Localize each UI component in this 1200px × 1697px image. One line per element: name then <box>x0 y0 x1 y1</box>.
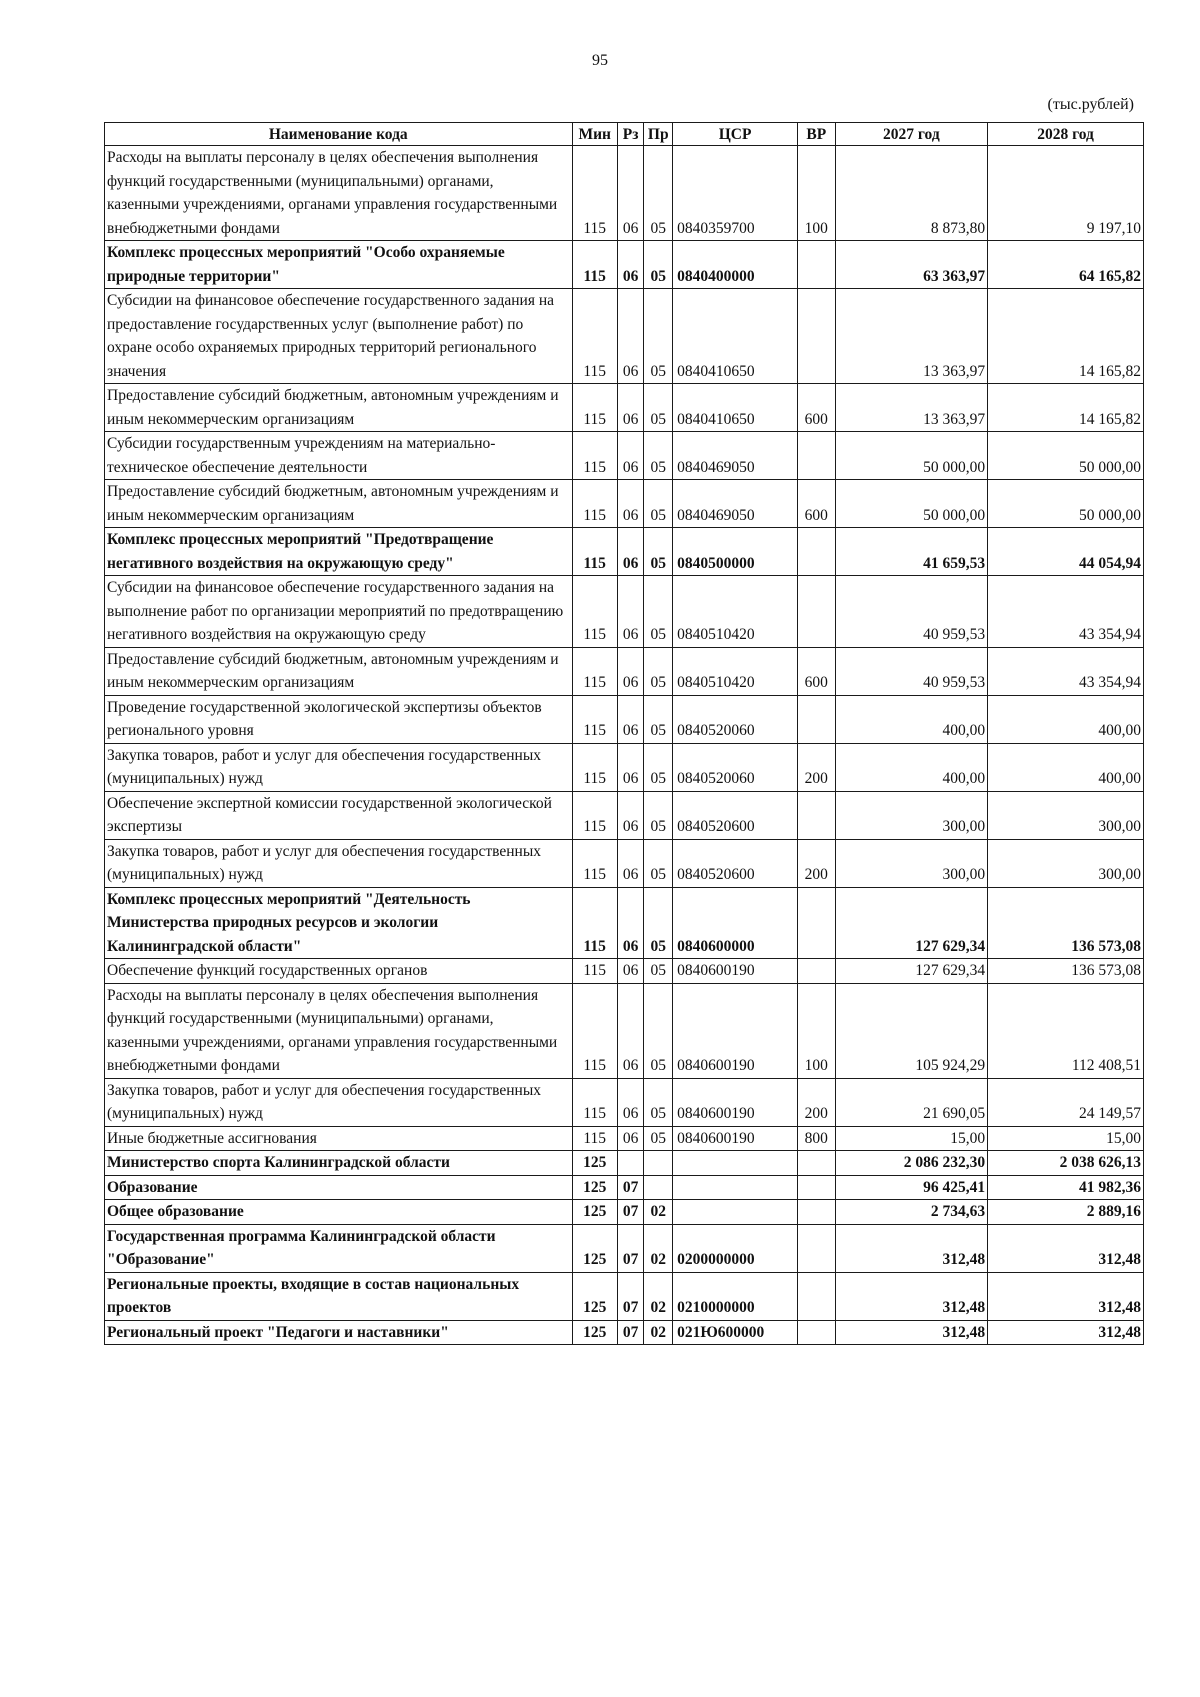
cell-2027: 2 734,63 <box>835 1200 988 1225</box>
cell-vr <box>798 959 836 984</box>
cell-name: Предоставление субсидий бюджетным, автономным учреждениям и иным некоммерческим организациям <box>105 384 573 432</box>
cell-2028: 2 889,16 <box>988 1200 1144 1225</box>
cell-min: 115 <box>572 528 617 576</box>
cell-pr: 05 <box>644 146 673 241</box>
table-row <box>105 146 1144 241</box>
cell-rz: 06 <box>617 146 644 241</box>
cell-name: Проведение государственной экологической экспертизы объектов регионального уровня <box>105 695 573 743</box>
cell-2027: 96 425,41 <box>835 1175 988 1200</box>
cell-vr: 600 <box>798 480 836 528</box>
cell-2028: 312,48 <box>988 1320 1144 1345</box>
cell-rz <box>617 1151 644 1176</box>
cell-csr: 0840600190 <box>673 959 798 984</box>
table-row <box>105 528 1144 576</box>
cell-2028: 2 038 626,13 <box>988 1151 1144 1176</box>
cell-vr: 200 <box>798 839 836 887</box>
cell-2028: 9 197,10 <box>988 146 1144 241</box>
cell-pr: 05 <box>644 839 673 887</box>
cell-min: 115 <box>572 1078 617 1126</box>
cell-pr <box>644 1175 673 1200</box>
cell-csr: 0840520600 <box>673 839 798 887</box>
cell-csr: 021Ю600000 <box>673 1320 798 1345</box>
cell-min: 115 <box>572 839 617 887</box>
cell-2028: 43 354,94 <box>988 647 1144 695</box>
cell-2028: 312,48 <box>988 1224 1144 1272</box>
cell-2027: 50 000,00 <box>835 432 988 480</box>
cell-rz: 06 <box>617 528 644 576</box>
cell-2027: 105 924,29 <box>835 983 988 1078</box>
table-row <box>105 1200 1144 1225</box>
cell-min: 115 <box>572 432 617 480</box>
cell-name: Региональный проект "Педагоги и наставники" <box>105 1320 573 1345</box>
cell-csr: 0840600190 <box>673 1126 798 1151</box>
table-row <box>105 1272 1144 1320</box>
cell-2028: 312,48 <box>988 1272 1144 1320</box>
header-vr: ВР <box>798 123 836 146</box>
cell-rz: 06 <box>617 576 644 648</box>
cell-name: Предоставление субсидий бюджетным, автономным учреждениям и иным некоммерческим организациям <box>105 647 573 695</box>
cell-csr: 0840400000 <box>673 241 798 289</box>
cell-pr: 02 <box>644 1272 673 1320</box>
table-row <box>105 647 1144 695</box>
cell-name: Общее образование <box>105 1200 573 1225</box>
budget-table <box>104 122 1144 1345</box>
cell-2028: 24 149,57 <box>988 1078 1144 1126</box>
cell-min: 115 <box>572 576 617 648</box>
cell-vr <box>798 241 836 289</box>
cell-name: Комплекс процессных мероприятий "Особо охраняемые природные территории" <box>105 241 573 289</box>
cell-pr: 05 <box>644 647 673 695</box>
cell-name: Закупка товаров, работ и услуг для обеспечения государственных (муниципальных) нужд <box>105 743 573 791</box>
cell-name: Комплекс процессных мероприятий "Деятельность Министерства природных ресурсов и экологии Калининградской области" <box>105 887 573 959</box>
header-csr: ЦСР <box>673 123 798 146</box>
cell-name: Закупка товаров, работ и услуг для обеспечения государственных (муниципальных) нужд <box>105 839 573 887</box>
cell-rz: 07 <box>617 1320 644 1345</box>
cell-csr <box>673 1175 798 1200</box>
cell-min: 115 <box>572 959 617 984</box>
cell-min: 125 <box>572 1272 617 1320</box>
cell-csr: 0210000000 <box>673 1272 798 1320</box>
cell-rz: 06 <box>617 695 644 743</box>
table-row <box>105 983 1144 1078</box>
cell-min: 115 <box>572 241 617 289</box>
cell-name: Субсидии государственным учреждениям на материально-техническое обеспечение деятельности <box>105 432 573 480</box>
table-row <box>105 1078 1144 1126</box>
table-row <box>105 791 1144 839</box>
header-2027: 2027 год <box>835 123 988 146</box>
table-row <box>105 695 1144 743</box>
cell-name: Субсидии на финансовое обеспечение государственного задания на выполнение работ по организации мероприятий по предотвращению негативного воздействия на окружающую среду <box>105 576 573 648</box>
table-row <box>105 1126 1144 1151</box>
cell-vr <box>798 289 836 384</box>
cell-pr: 05 <box>644 887 673 959</box>
cell-pr: 05 <box>644 959 673 984</box>
cell-rz: 06 <box>617 647 644 695</box>
header-name: Наименование кода <box>105 123 573 146</box>
cell-2027: 40 959,53 <box>835 576 988 648</box>
table-row <box>105 887 1144 959</box>
cell-pr: 05 <box>644 576 673 648</box>
cell-2028: 41 982,36 <box>988 1175 1144 1200</box>
cell-rz: 07 <box>617 1175 644 1200</box>
cell-vr <box>798 432 836 480</box>
cell-name: Расходы на выплаты персоналу в целях обеспечения выполнения функций государственными (муниципальными) органами, казенными учреждениями, органами управления государственными внебюджетными фондами <box>105 983 573 1078</box>
cell-csr: 0840520060 <box>673 695 798 743</box>
cell-rz: 07 <box>617 1200 644 1225</box>
header-rz: Рз <box>617 123 644 146</box>
cell-rz: 07 <box>617 1224 644 1272</box>
cell-pr: 05 <box>644 695 673 743</box>
cell-2027: 40 959,53 <box>835 647 988 695</box>
cell-csr: 0200000000 <box>673 1224 798 1272</box>
cell-pr: 05 <box>644 289 673 384</box>
cell-2028: 64 165,82 <box>988 241 1144 289</box>
cell-csr: 0840410650 <box>673 384 798 432</box>
cell-vr <box>798 576 836 648</box>
cell-vr <box>798 1320 836 1345</box>
cell-rz: 06 <box>617 1126 644 1151</box>
cell-min: 115 <box>572 983 617 1078</box>
page-number: 95 <box>592 52 608 69</box>
cell-rz: 06 <box>617 959 644 984</box>
cell-csr: 0840600190 <box>673 1078 798 1126</box>
cell-2027: 300,00 <box>835 791 988 839</box>
table-row <box>105 241 1144 289</box>
cell-min: 115 <box>572 146 617 241</box>
cell-rz: 06 <box>617 791 644 839</box>
cell-min: 125 <box>572 1200 617 1225</box>
cell-2027: 63 363,97 <box>835 241 988 289</box>
cell-2028: 400,00 <box>988 743 1144 791</box>
cell-csr: 0840520060 <box>673 743 798 791</box>
cell-csr: 0840469050 <box>673 480 798 528</box>
cell-vr: 600 <box>798 647 836 695</box>
cell-2028: 400,00 <box>988 695 1144 743</box>
cell-rz: 06 <box>617 241 644 289</box>
cell-name: Министерство спорта Калининградской области <box>105 1151 573 1176</box>
header-2028: 2028 год <box>988 123 1144 146</box>
cell-csr <box>673 1200 798 1225</box>
table-row <box>105 576 1144 648</box>
cell-vr: 600 <box>798 384 836 432</box>
cell-2028: 43 354,94 <box>988 576 1144 648</box>
table-row <box>105 1175 1144 1200</box>
cell-min: 115 <box>572 887 617 959</box>
table-row <box>105 959 1144 984</box>
cell-2027: 400,00 <box>835 743 988 791</box>
cell-2027: 13 363,97 <box>835 289 988 384</box>
cell-csr: 0840600000 <box>673 887 798 959</box>
cell-vr <box>798 1272 836 1320</box>
cell-csr: 0840359700 <box>673 146 798 241</box>
cell-pr: 05 <box>644 983 673 1078</box>
cell-rz: 06 <box>617 743 644 791</box>
cell-2027: 312,48 <box>835 1320 988 1345</box>
cell-name: Иные бюджетные ассигнования <box>105 1126 573 1151</box>
cell-rz: 07 <box>617 1272 644 1320</box>
cell-pr: 02 <box>644 1224 673 1272</box>
table-row <box>105 432 1144 480</box>
header-pr: Пр <box>644 123 673 146</box>
cell-name: Закупка товаров, работ и услуг для обеспечения государственных (муниципальных) нужд <box>105 1078 573 1126</box>
cell-2027: 312,48 <box>835 1224 988 1272</box>
cell-2027: 127 629,34 <box>835 959 988 984</box>
cell-rz: 06 <box>617 983 644 1078</box>
cell-pr: 05 <box>644 384 673 432</box>
cell-min: 125 <box>572 1175 617 1200</box>
cell-2027: 2 086 232,30 <box>835 1151 988 1176</box>
cell-name: Обеспечение функций государственных органов <box>105 959 573 984</box>
cell-pr: 02 <box>644 1200 673 1225</box>
table-row <box>105 480 1144 528</box>
cell-pr: 05 <box>644 1078 673 1126</box>
cell-csr: 0840469050 <box>673 432 798 480</box>
cell-csr: 0840510420 <box>673 647 798 695</box>
cell-vr <box>798 1175 836 1200</box>
cell-2027: 50 000,00 <box>835 480 988 528</box>
cell-pr: 05 <box>644 432 673 480</box>
cell-vr: 800 <box>798 1126 836 1151</box>
cell-pr: 02 <box>644 1320 673 1345</box>
cell-pr <box>644 1151 673 1176</box>
cell-min: 115 <box>572 695 617 743</box>
table-row <box>105 1224 1144 1272</box>
cell-csr: 0840500000 <box>673 528 798 576</box>
cell-rz: 06 <box>617 839 644 887</box>
cell-pr: 05 <box>644 791 673 839</box>
cell-rz: 06 <box>617 480 644 528</box>
cell-2028: 136 573,08 <box>988 959 1144 984</box>
cell-vr <box>798 1200 836 1225</box>
cell-2028: 50 000,00 <box>988 432 1144 480</box>
cell-pr: 05 <box>644 241 673 289</box>
cell-vr: 100 <box>798 146 836 241</box>
cell-min: 125 <box>572 1320 617 1345</box>
cell-min: 115 <box>572 1126 617 1151</box>
cell-2027: 300,00 <box>835 839 988 887</box>
cell-name: Государственная программа Калининградской области "Образование" <box>105 1224 573 1272</box>
cell-2028: 300,00 <box>988 839 1144 887</box>
cell-2028: 50 000,00 <box>988 480 1144 528</box>
cell-2028: 15,00 <box>988 1126 1144 1151</box>
cell-name: Обеспечение экспертной комиссии государственной экологической экспертизы <box>105 791 573 839</box>
cell-rz: 06 <box>617 289 644 384</box>
cell-name: Субсидии на финансовое обеспечение государственного задания на предоставление государственных услуг (выполнение работ) по охране особо охраняемых природных территорий регионального значения <box>105 289 573 384</box>
cell-2027: 312,48 <box>835 1272 988 1320</box>
cell-vr <box>798 695 836 743</box>
cell-min: 115 <box>572 480 617 528</box>
cell-rz: 06 <box>617 384 644 432</box>
cell-vr <box>798 1224 836 1272</box>
table-row <box>105 289 1144 384</box>
cell-2027: 13 363,97 <box>835 384 988 432</box>
cell-csr: 0840410650 <box>673 289 798 384</box>
table-row <box>105 743 1144 791</box>
cell-min: 115 <box>572 289 617 384</box>
cell-min: 115 <box>572 647 617 695</box>
cell-2027: 8 873,80 <box>835 146 988 241</box>
header-row <box>105 123 1144 146</box>
cell-2027: 127 629,34 <box>835 887 988 959</box>
cell-2027: 15,00 <box>835 1126 988 1151</box>
cell-2028: 300,00 <box>988 791 1144 839</box>
cell-pr: 05 <box>644 743 673 791</box>
cell-vr <box>798 528 836 576</box>
cell-csr: 0840510420 <box>673 576 798 648</box>
cell-pr: 05 <box>644 528 673 576</box>
table-row <box>105 839 1144 887</box>
cell-min: 125 <box>572 1151 617 1176</box>
cell-rz: 06 <box>617 887 644 959</box>
table-body <box>105 146 1144 1345</box>
cell-min: 115 <box>572 384 617 432</box>
cell-rz: 06 <box>617 432 644 480</box>
cell-2028: 14 165,82 <box>988 384 1144 432</box>
cell-csr: 0840600190 <box>673 983 798 1078</box>
table-row <box>105 1320 1144 1345</box>
cell-pr: 05 <box>644 480 673 528</box>
unit-note: (тыс.рублей) <box>1047 96 1134 113</box>
header-min: Мин <box>572 123 617 146</box>
cell-name: Комплекс процессных мероприятий "Предотвращение негативного воздействия на окружающую среду" <box>105 528 573 576</box>
cell-name: Расходы на выплаты персоналу в целях обеспечения выполнения функций государственными (муниципальными) органами, казенными учреждениями, органами управления государственными внебюджетными фондами <box>105 146 573 241</box>
cell-min: 115 <box>572 791 617 839</box>
cell-vr: 200 <box>798 743 836 791</box>
cell-vr <box>798 887 836 959</box>
cell-rz: 06 <box>617 1078 644 1126</box>
cell-2028: 14 165,82 <box>988 289 1144 384</box>
cell-min: 125 <box>572 1224 617 1272</box>
cell-2028: 136 573,08 <box>988 887 1144 959</box>
cell-2028: 112 408,51 <box>988 983 1144 1078</box>
table-row <box>105 384 1144 432</box>
cell-csr <box>673 1151 798 1176</box>
cell-name: Региональные проекты, входящие в состав национальных проектов <box>105 1272 573 1320</box>
cell-vr <box>798 791 836 839</box>
table-row <box>105 1151 1144 1176</box>
cell-min: 115 <box>572 743 617 791</box>
cell-vr <box>798 1151 836 1176</box>
cell-pr: 05 <box>644 1126 673 1151</box>
cell-name: Предоставление субсидий бюджетным, автономным учреждениям и иным некоммерческим организациям <box>105 480 573 528</box>
cell-vr: 200 <box>798 1078 836 1126</box>
cell-2028: 44 054,94 <box>988 528 1144 576</box>
cell-2027: 21 690,05 <box>835 1078 988 1126</box>
cell-name: Образование <box>105 1175 573 1200</box>
cell-2027: 400,00 <box>835 695 988 743</box>
cell-2027: 41 659,53 <box>835 528 988 576</box>
cell-csr: 0840520600 <box>673 791 798 839</box>
cell-vr: 100 <box>798 983 836 1078</box>
